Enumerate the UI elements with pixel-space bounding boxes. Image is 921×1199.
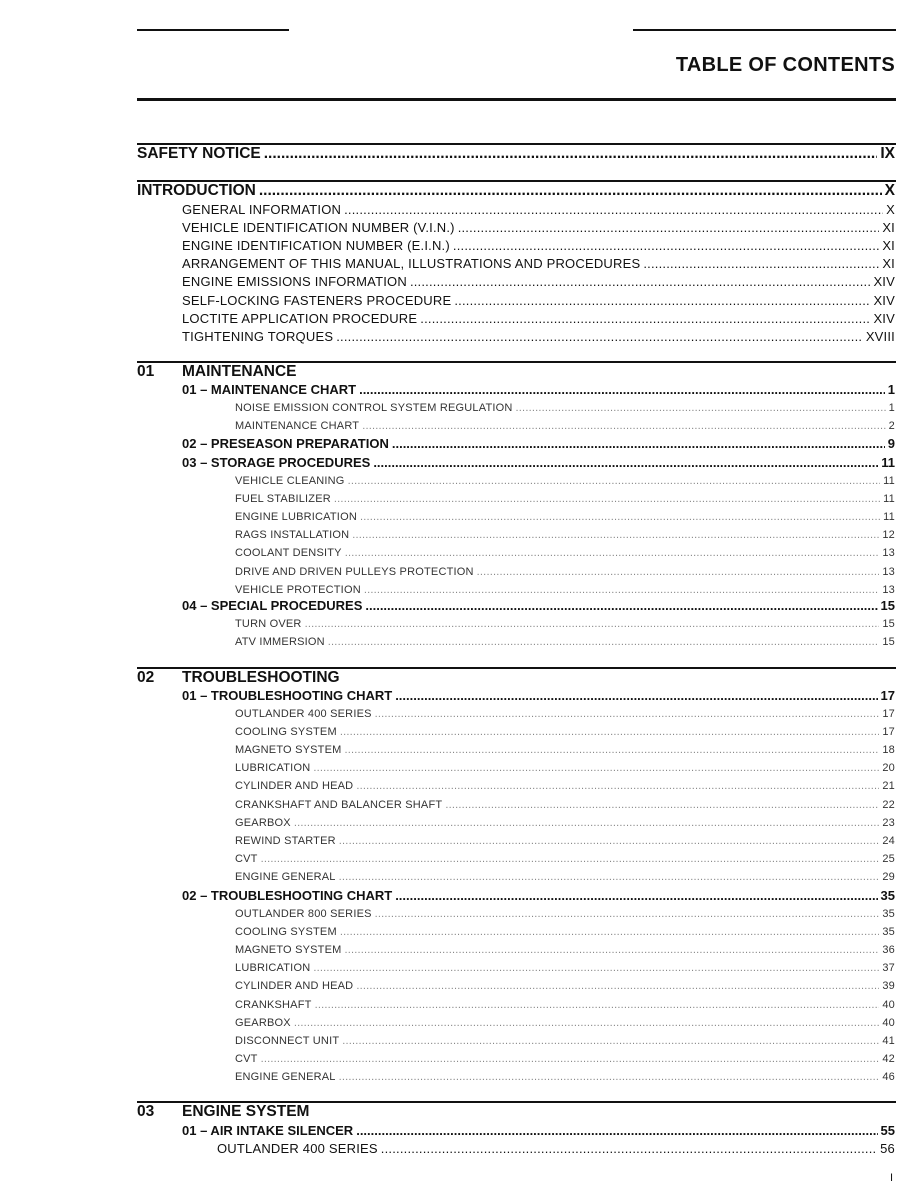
toc-item-label: COOLING SYSTEM [235, 926, 337, 939]
toc-item-label: GEARBOX [235, 1016, 291, 1029]
toc-item-page: 13 [882, 565, 895, 578]
toc-item-page: 23 [882, 816, 895, 829]
toc-item-page: 18 [882, 744, 895, 757]
dot-leader [342, 1035, 879, 1047]
toc-chapter-page: 55 [880, 1123, 895, 1138]
toc-item-label: DISCONNECT UNIT [235, 1034, 340, 1047]
toc-chapter-label: 04 – SPECIAL PROCEDURES [182, 598, 363, 613]
dot-leader [373, 455, 878, 470]
toc-chapter-label: 02 – PRESEASON PREPARATION [182, 436, 389, 451]
toc-item-page: 21 [882, 780, 895, 793]
toc-intro-item-page: XIV [873, 292, 895, 308]
section-number: 03 [137, 1103, 155, 1120]
toc-item[interactable] [235, 762, 895, 774]
toc-chapter-sub[interactable] [217, 1141, 895, 1156]
toc-item-page: 11 [883, 475, 895, 487]
toc-chapter-page: 15 [880, 598, 895, 613]
toc-chapter[interactable] [182, 455, 895, 470]
toc-item-label: VEHICLE PROTECTION [235, 583, 361, 596]
toc-safety-notice[interactable] [137, 145, 895, 163]
toc-intro-item-page: XI [882, 220, 895, 236]
section-number: 02 [137, 669, 155, 686]
dot-leader [339, 1071, 880, 1083]
dot-leader [362, 420, 885, 432]
toc-intro-item[interactable] [182, 274, 895, 289]
toc-item[interactable] [235, 799, 895, 811]
toc-intro-item-page: XIV [873, 310, 895, 326]
toc-item-page: 36 [882, 944, 895, 957]
toc-chapter-page: 35 [880, 888, 895, 903]
toc-item[interactable] [235, 871, 895, 883]
toc-chapter[interactable] [182, 598, 895, 613]
dot-leader [392, 436, 885, 451]
toc-item-label: CRANKSHAFT [235, 998, 312, 1011]
toc-item[interactable] [235, 817, 895, 829]
dot-leader [315, 999, 880, 1011]
toc-item-page: 17 [882, 726, 895, 739]
toc-item-page: 11 [883, 511, 895, 524]
toc-item[interactable] [235, 999, 895, 1011]
toc-item-page: 17 [882, 708, 895, 720]
toc-chapter-sub-label: OUTLANDER 400 SERIES [217, 1141, 378, 1156]
toc-intro-item-label: GENERAL INFORMATION [182, 202, 342, 217]
section-title[interactable]: MAINTENANCE [182, 363, 297, 380]
toc-item[interactable] [235, 636, 895, 648]
toc-item-page: 40 [882, 1016, 895, 1029]
toc-item[interactable] [235, 926, 895, 938]
toc-item[interactable] [235, 853, 895, 865]
dot-leader [360, 511, 880, 523]
toc-item[interactable] [235, 566, 895, 578]
toc-intro-item-page: X [886, 202, 895, 217]
toc-item[interactable] [235, 511, 895, 523]
dot-leader [328, 636, 880, 648]
toc-chapter[interactable] [182, 688, 895, 703]
toc-chapter-label: 01 – AIR INTAKE SILENCER [182, 1123, 354, 1138]
toc-intro-item[interactable] [182, 238, 895, 253]
toc-item-label: CRANKSHAFT AND BALANCER SHAFT [235, 798, 443, 811]
toc-item-page: 13 [882, 547, 895, 560]
toc-chapter[interactable] [182, 436, 895, 451]
toc-item-label: CVT [235, 1052, 258, 1065]
toc-introduction-page: X [884, 182, 895, 199]
dot-leader [381, 1141, 877, 1156]
toc-item-page: 2 [888, 420, 895, 433]
toc-item[interactable] [235, 402, 895, 414]
dot-leader [339, 871, 880, 883]
toc-item[interactable] [235, 744, 895, 756]
toc-item-label: MAINTENANCE CHART [235, 420, 360, 433]
toc-item-label: FUEL STABILIZER [235, 493, 331, 506]
toc-item-page: 20 [882, 762, 895, 775]
toc-intro-item-label: ENGINE IDENTIFICATION NUMBER (E.I.N.) [182, 238, 450, 254]
toc-item-page: 35 [882, 926, 895, 939]
toc-intro-item[interactable] [182, 202, 895, 217]
dot-leader [313, 762, 879, 774]
dot-leader [352, 529, 879, 541]
header-rule-bottom [137, 98, 896, 101]
dot-leader [410, 274, 871, 289]
dot-leader [356, 980, 879, 992]
toc-item-label: RAGS INSTALLATION [235, 529, 350, 542]
toc-item-label: ENGINE GENERAL [235, 1070, 336, 1083]
toc-item-label: LUBRICATION [235, 962, 311, 975]
toc-item-page: 15 [882, 618, 895, 630]
toc-item-page: 46 [882, 1070, 895, 1083]
header-rule-left [137, 29, 289, 31]
dot-leader [375, 908, 880, 920]
toc-chapter[interactable] [182, 382, 895, 397]
toc-intro-item-label: LOCTITE APPLICATION PROCEDURE [182, 310, 418, 326]
toc-item[interactable] [235, 962, 895, 974]
toc-safety-notice-label: SAFETY NOTICE [137, 145, 261, 162]
toc-item-page: 12 [882, 529, 895, 542]
toc-item[interactable] [235, 726, 895, 738]
section-title[interactable]: TROUBLESHOOTING [182, 669, 340, 686]
dot-leader [345, 944, 880, 956]
page-title: TABLE OF CONTENTS [675, 54, 895, 76]
dot-leader [305, 618, 880, 630]
toc-item-label: OUTLANDER 400 SERIES [235, 708, 372, 720]
page-number: I [889, 1172, 893, 1184]
toc-item-label: OUTLANDER 800 SERIES [235, 908, 372, 920]
toc-chapter-label: 03 – STORAGE PROCEDURES [182, 455, 371, 470]
toc-item[interactable] [235, 475, 895, 487]
toc-item[interactable] [235, 493, 895, 505]
toc-item-page: 35 [882, 908, 895, 920]
toc-intro-item[interactable] [182, 256, 895, 271]
toc-item-page: 11 [883, 493, 895, 506]
toc-item-page: 37 [882, 962, 895, 975]
toc-item[interactable] [235, 944, 895, 956]
toc-chapter-label: 01 – TROUBLESHOOTING CHART [182, 688, 393, 703]
toc-item-label: ATV IMMERSION [235, 636, 325, 649]
dot-leader [356, 780, 879, 792]
dot-leader [643, 256, 879, 271]
dot-leader [477, 566, 880, 578]
toc-item[interactable] [235, 529, 895, 541]
dot-leader [294, 1017, 880, 1029]
toc-intro-item-page: XI [882, 256, 895, 272]
dot-leader [348, 475, 881, 487]
toc-item-page: 15 [882, 636, 895, 649]
dot-leader [365, 598, 877, 613]
toc-intro-item-page: XIV [873, 274, 895, 290]
toc-item[interactable] [235, 980, 895, 992]
dot-leader [334, 493, 880, 505]
toc-item[interactable] [235, 584, 895, 596]
toc-item-label: COOLANT DENSITY [235, 547, 342, 560]
toc-item-page: 22 [882, 798, 895, 811]
dot-leader [339, 835, 880, 847]
toc-item-label: TURN OVER [235, 618, 302, 630]
dot-leader [420, 311, 870, 326]
dot-leader [345, 547, 880, 559]
dot-leader [453, 238, 879, 253]
toc-item-label: CVT [235, 852, 258, 865]
toc-chapter-label: 01 – MAINTENANCE CHART [182, 382, 357, 397]
toc-chapter-page: 11 [881, 455, 895, 470]
dot-leader [454, 293, 870, 308]
toc-item-page: 13 [882, 583, 895, 596]
dot-leader [359, 382, 885, 397]
dot-leader [294, 817, 880, 829]
toc-chapter-page: 1 [887, 382, 895, 397]
toc-intro-item-page: XI [882, 238, 895, 254]
toc-chapter-label: 02 – TROUBLESHOOTING CHART [182, 888, 393, 903]
toc-item-page: 25 [882, 852, 895, 865]
toc-item-label: VEHICLE CLEANING [235, 475, 345, 487]
dot-leader [313, 962, 879, 974]
toc-item-page: 24 [882, 834, 895, 847]
toc-item-label: DRIVE AND DRIVEN PULLEYS PROTECTION [235, 565, 474, 578]
dot-leader [516, 402, 886, 414]
toc-item[interactable] [235, 1071, 895, 1083]
toc-item-page: 1 [888, 402, 895, 414]
toc-item-label: ENGINE GENERAL [235, 870, 336, 883]
toc-item-label: NOISE EMISSION CONTROL SYSTEM REGULATION [235, 402, 513, 414]
toc-item-label: ENGINE LUBRICATION [235, 511, 357, 524]
toc-item[interactable] [235, 708, 895, 720]
toc-item-label: MAGNETO SYSTEM [235, 744, 342, 757]
toc-item-label: LUBRICATION [235, 762, 311, 775]
toc-item-label: CYLINDER AND HEAD [235, 980, 354, 993]
toc-item-page: 40 [882, 998, 895, 1011]
toc-chapter[interactable] [182, 1123, 895, 1138]
dot-leader [344, 202, 883, 217]
dot-leader [445, 799, 879, 811]
section-title[interactable]: ENGINE SYSTEM [182, 1103, 310, 1120]
toc-item-page: 42 [882, 1052, 895, 1065]
toc-intro-item-label: ENGINE EMISSIONS INFORMATION [182, 274, 407, 290]
toc-item-page: 39 [882, 980, 895, 993]
toc-intro-item[interactable] [182, 329, 895, 344]
toc-intro-item[interactable] [182, 293, 895, 308]
dot-leader [340, 926, 880, 938]
toc-chapter[interactable] [182, 888, 895, 903]
dot-leader [458, 220, 880, 235]
toc-item[interactable] [235, 908, 895, 920]
toc-intro-item-page: XVIII [865, 328, 895, 344]
toc-item[interactable] [235, 1053, 895, 1065]
toc-intro-item-label: VEHICLE IDENTIFICATION NUMBER (V.I.N.) [182, 220, 455, 236]
header-rule-right [633, 29, 896, 31]
toc-item[interactable] [235, 618, 895, 630]
toc-item[interactable] [235, 547, 895, 559]
toc-item-label: CYLINDER AND HEAD [235, 780, 354, 793]
section-number: 01 [137, 363, 155, 380]
dot-leader [261, 1053, 880, 1065]
toc-intro-item-label: SELF-LOCKING FASTENERS PROCEDURE [182, 292, 452, 308]
toc-introduction-label: INTRODUCTION [137, 182, 256, 199]
toc-introduction[interactable] [137, 182, 895, 200]
toc-intro-item-label: TIGHTENING TORQUES [182, 328, 334, 344]
dot-leader [375, 708, 880, 720]
toc-item[interactable] [235, 420, 895, 432]
toc-safety-notice-page: IX [880, 145, 895, 162]
dot-leader [395, 888, 877, 903]
toc-intro-item[interactable] [182, 311, 895, 326]
toc-item-label: COOLING SYSTEM [235, 726, 337, 739]
toc-item-label: REWIND STARTER [235, 834, 336, 847]
dot-leader [356, 1123, 877, 1138]
dot-leader [340, 726, 880, 738]
toc-item[interactable] [235, 1035, 895, 1047]
toc-item[interactable] [235, 1017, 895, 1029]
toc-item[interactable] [235, 780, 895, 792]
dot-leader [364, 584, 880, 596]
toc-item-page: 29 [882, 870, 895, 883]
toc-intro-item[interactable] [182, 220, 895, 235]
toc-item[interactable] [235, 835, 895, 847]
dot-leader [264, 145, 878, 163]
dot-leader [395, 688, 877, 703]
toc-chapter-sub-page: 56 [880, 1141, 895, 1156]
toc-chapter-page: 9 [887, 436, 895, 451]
dot-leader [261, 853, 880, 865]
toc-intro-item-label: ARRANGEMENT OF THIS MANUAL, ILLUSTRATIONS AND PROCEDURES [182, 256, 641, 272]
dot-leader [345, 744, 880, 756]
toc-item-label: GEARBOX [235, 816, 291, 829]
toc-item-label: MAGNETO SYSTEM [235, 944, 342, 957]
toc-chapter-page: 17 [880, 688, 895, 703]
dot-leader [336, 329, 863, 344]
dot-leader [259, 182, 882, 200]
toc-item-page: 41 [882, 1034, 895, 1047]
